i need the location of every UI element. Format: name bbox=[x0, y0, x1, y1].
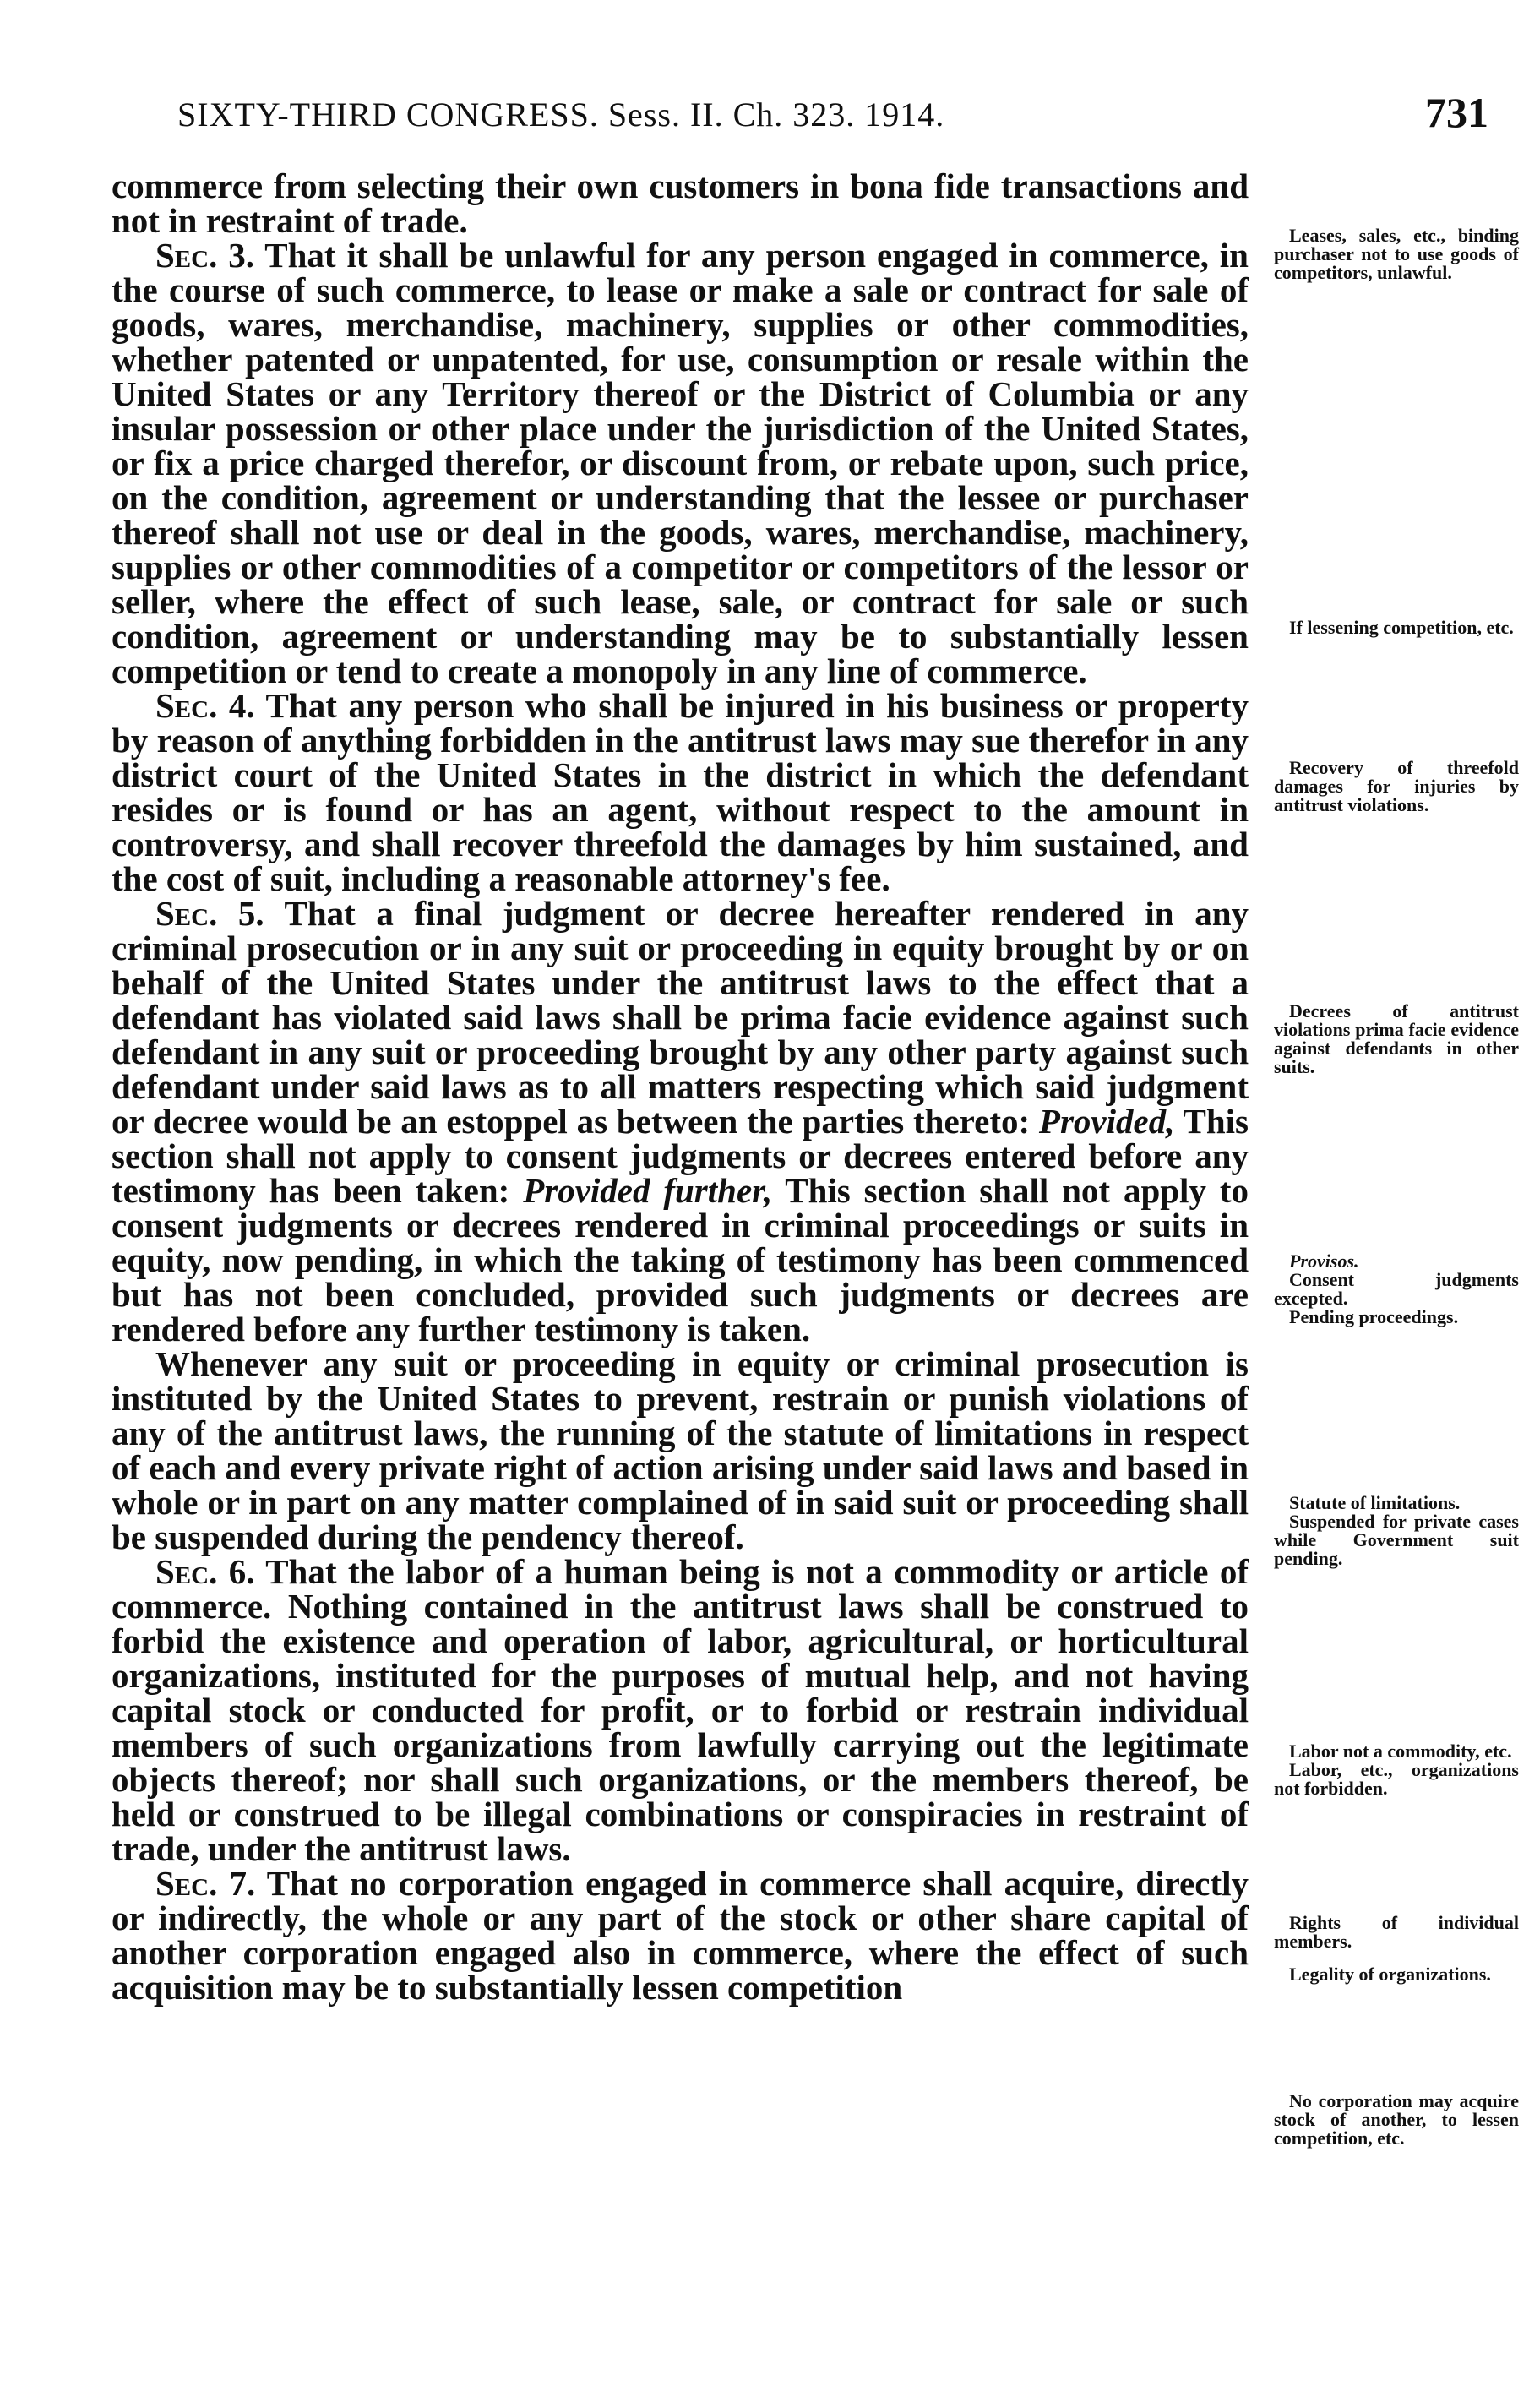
margin-note-text: Labor not a commodity, etc. bbox=[1289, 1741, 1512, 1762]
margin-note-leases bbox=[1274, 226, 1519, 282]
margin-note-text: If lessening competition, etc. bbox=[1289, 617, 1514, 638]
section-text: That no corporation engaged in commerce shall acquire, directly or indirectly, the whole or any part of the stock or other share capital of another corporation engaged also in commerce, where the effect of such acquisition may be to substantially lessen competition bbox=[112, 1864, 1249, 2007]
margin-note-text: Rights of individual members. bbox=[1274, 1912, 1519, 1952]
section-label: Sec. 6. bbox=[155, 1552, 255, 1591]
margin-note-decrees bbox=[1274, 1002, 1519, 1076]
section-label: Sec. 3. bbox=[155, 236, 255, 275]
paragraph-text: commerce from selecting their own customers in bona fide transactions and not in restraint of trade. bbox=[112, 166, 1249, 240]
proviso-further-label: Provided further, bbox=[523, 1171, 773, 1210]
section-7 bbox=[112, 1866, 1249, 2005]
section-label: Sec. 4. bbox=[155, 686, 255, 725]
margin-note-text: Pending proceedings. bbox=[1289, 1306, 1459, 1327]
section-label: Sec. 5. bbox=[155, 894, 264, 933]
section-text: That it shall be unlawful for any person engaged in commerce, in the course of such commerce, to lease or make a sale or contract for sale of goods, wares, merchandise, machinery, supplies or other commodities, whether patented or unpatented, for use, consumption or resale within the United States or any Territory thereof or the District of Columbia or any insular possession or other place under the jurisdiction of the United States, or fix a price charged therefor, or discount from, or rebate upon, such price, on the condition, agreement or understanding that the lessee or purchaser thereof shall not use or deal in the goods, wares, merchandise, machinery, supplies or other commodities of a competitor or competitors of the lessor or seller, where the effect of such lease, sale, or contract for sale or such condition, agreement or understanding may be to substantially lessen competition or tend to create a monopoly in any line of commerce. bbox=[112, 236, 1249, 690]
section-label: Sec. 7. bbox=[155, 1864, 256, 1903]
paragraph-continuation bbox=[112, 166, 1249, 240]
section-text: That the labor of a human being is not a commodity or article of commerce. Nothing contained in the antitrust laws shall be construed to forbid the existence and operation of labor, agricultural, or horticultural organizations, instituted for the purposes of mutual help, and not having capital stock or conducted for profit, or to forbid or restrain individual members of such organizations from lawfully carrying out the legitimate objects thereof; nor shall such organizations, or the members thereof, be held or construed to be illegal combinations or conspiracies in restraint of trade, under the antitrust laws. bbox=[112, 1552, 1249, 1868]
margin-note-text: Recovery of threefold damages for injuries by antitrust violations. bbox=[1274, 757, 1519, 815]
margin-note-text: No corporation may acquire stock of another, to lessen competition, etc. bbox=[1274, 2090, 1519, 2149]
paragraph-text: Whenever any suit or proceeding in equity or criminal prosecution is instituted by the United States to prevent, restrain or punish violations of any of the antitrust laws, the running of the statute of limitations in respect of each and every private right of action arising under said laws and based in whole or in part on any matter complained of in said suit or proceeding shall be suspended during the pendency thereof. bbox=[112, 1344, 1249, 1556]
margin-note-rights bbox=[1274, 1914, 1519, 1951]
margin-note-recovery bbox=[1274, 759, 1519, 814]
margin-note-heading: Provisos. bbox=[1289, 1250, 1359, 1272]
margin-note-text: Statute of limitations. bbox=[1289, 1492, 1461, 1513]
running-header bbox=[110, 88, 1488, 139]
margin-note-text: Legality of organizations. bbox=[1289, 1964, 1491, 1985]
margin-note-labor bbox=[1274, 1742, 1519, 1798]
margin-note-text: Consent judgments excepted. bbox=[1274, 1269, 1519, 1309]
proviso-label: Provided, bbox=[1038, 1102, 1175, 1141]
statute-body bbox=[112, 166, 1249, 2007]
section-text: This section shall not apply to consent judgments or decrees rendered in criminal proceedings or suits in equity, now pending, in which the taking of testimony has been commenced but has not been concluded, provided such judgments or decrees are rendered before any further testimony is taken. bbox=[112, 1171, 1249, 1348]
margin-note-lessening bbox=[1274, 618, 1519, 637]
margin-note-statute bbox=[1274, 1494, 1519, 1568]
margin-note-legality bbox=[1274, 1965, 1519, 1984]
section-3 bbox=[112, 238, 1249, 689]
section-5 bbox=[112, 896, 1249, 1347]
margin-note-provisos bbox=[1274, 1252, 1519, 1327]
section-text: This section shall not apply to consent judgments or decrees entered before any testimony has been taken: bbox=[112, 1102, 1249, 1210]
section-6 bbox=[112, 1552, 1249, 1868]
margin-note-corporation bbox=[1274, 2092, 1519, 2148]
section-text: That a final judgment or decree hereafter rendered in any criminal prosecution or in any suit or proceeding in equity brought by or on behalf of the United States under the antitrust laws to the effect that a defendant has violated said laws shall be prima facie evidence against such defendant in any suit or proceeding brought by any other party against such defendant under said laws as to all matters respecting which said judgment or decree would be an estoppel as between the parties thereto: bbox=[112, 894, 1249, 1141]
section-4 bbox=[112, 686, 1249, 898]
margin-note-text: Decrees of antitrust violations prima facie evidence against defendants in other suits. bbox=[1274, 1000, 1519, 1077]
limitations-paragraph bbox=[112, 1344, 1249, 1556]
page-number: 731 bbox=[1425, 89, 1488, 136]
section-text: That any person who shall be injured in his business or property by reason of anything forbidden in the antitrust laws may sue therefor in any district court of the United States in the district in which the defendant resides or is found or has an agent, without respect to the amount in controversy, and shall recover threefold the damages by him sustained, and the cost of suit, including a reasonable attorney's fee. bbox=[112, 686, 1249, 898]
margin-note-text: Labor, etc., organizations not forbidden. bbox=[1274, 1759, 1519, 1799]
margin-note-text: Leases, sales, etc., binding purchaser not to use goods of competitors, unlawful. bbox=[1274, 225, 1519, 283]
running-title: SIXTY-THIRD CONGRESS. Sess. II. Ch. 323. 1914. bbox=[177, 95, 945, 133]
margin-note-text: Suspended for private cases while Government suit pending. bbox=[1274, 1511, 1519, 1569]
